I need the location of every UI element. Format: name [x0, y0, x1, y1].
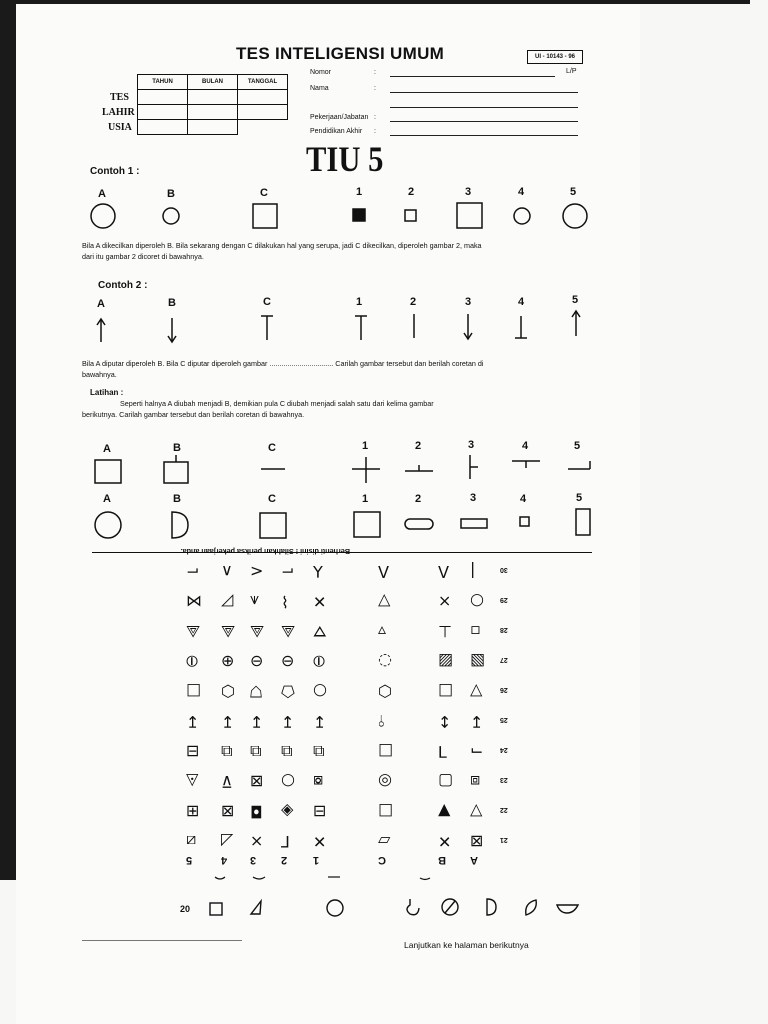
- label-tes: TES: [110, 92, 129, 103]
- choice-figure[interactable]: ◈: [281, 802, 294, 821]
- example-2-title: Contoh 2 :: [98, 280, 148, 291]
- choice-figure[interactable]: ↧: [221, 712, 235, 731]
- practice-row-2-figures: [0, 505, 768, 545]
- example-1-title: Contoh 1 :: [90, 166, 140, 177]
- stimulus-figure-b: ▢: [438, 772, 454, 791]
- nama-field[interactable]: [390, 92, 578, 93]
- swirl-figure: [407, 899, 419, 915]
- label-2: 2: [410, 296, 417, 308]
- choice-figure[interactable]: ⦶: [313, 652, 325, 671]
- circle-large-5: [563, 204, 587, 228]
- label-2: 2: [408, 186, 415, 198]
- choice-figure[interactable]: ✕: [313, 592, 327, 611]
- choice-figure[interactable]: ⌐: [281, 562, 295, 581]
- label-a: A: [103, 443, 111, 455]
- col-label-1: 1: [313, 854, 320, 866]
- rectangle-3: [461, 519, 487, 528]
- col-label-b: B: [438, 854, 446, 866]
- square-a: [95, 460, 121, 483]
- choice-figure[interactable]: ◸: [221, 592, 234, 611]
- choice-figure[interactable]: ⟁: [281, 622, 296, 641]
- arrow-up-a: [97, 319, 105, 342]
- example-2-figures: [0, 308, 768, 348]
- label-3: 3: [468, 439, 475, 451]
- tes-lahir-bulan[interactable]: [188, 90, 238, 105]
- label-a: A: [97, 298, 105, 310]
- row-20-figures: [0, 895, 768, 925]
- label-3: 3: [465, 296, 472, 308]
- form-code: UI - 10143 - 96: [527, 50, 583, 64]
- choice-figure[interactable]: ⊠: [221, 802, 235, 821]
- label-4: 4: [520, 493, 527, 505]
- cross-1: [352, 457, 380, 483]
- label-5: 5: [572, 294, 579, 306]
- birth-age-table: [137, 74, 288, 135]
- example-1-figures: [0, 200, 768, 240]
- t-shape-c: [261, 316, 273, 340]
- label-b: B: [173, 442, 181, 454]
- choice-figure[interactable]: ⟁: [186, 622, 201, 641]
- stimulus-figure-c: ⫯: [378, 712, 385, 731]
- practice-text: Seperti halnya A diubah menjadi B, demikian pula C diubah menjadi salah satu dari kelima gambar berikutnya. Carilah gambar tersebut dan berilah coretan di bawahnya.: [82, 399, 434, 419]
- row-19-partial: [0, 876, 768, 888]
- label-1: 1: [356, 296, 363, 308]
- row-number: 30: [500, 566, 508, 573]
- lahir-bulan[interactable]: [188, 105, 238, 120]
- choice-figure[interactable]: ⌐: [186, 562, 200, 581]
- choice-figure[interactable]: ⊽: [221, 772, 233, 791]
- choice-figure[interactable]: ⬠: [281, 682, 295, 701]
- choice-figure[interactable]: ⊞: [186, 802, 200, 821]
- circle-choice: [327, 900, 343, 916]
- colon: :: [374, 114, 376, 121]
- label-b: B: [173, 493, 181, 505]
- choice-figure[interactable]: <: [250, 562, 264, 581]
- label-1: 1: [362, 493, 369, 505]
- choice-figure[interactable]: ⩚: [250, 592, 260, 611]
- arrow-up-5: [572, 311, 580, 336]
- col-tanggal: TANGGAL: [238, 75, 288, 90]
- stimulus-figure-b: ⅂: [438, 742, 447, 761]
- circle-small-b: [163, 208, 179, 224]
- tall-rectangle-5: [576, 509, 590, 535]
- row-number: 22: [500, 806, 508, 813]
- choice-figure[interactable]: ○: [281, 772, 295, 791]
- stimulus-figure-b: ▨: [438, 652, 454, 671]
- small-square-4: [520, 517, 529, 526]
- continue-text: Lanjutkan ke halaman berikutnya: [404, 940, 529, 950]
- stimulus-figure-b: □: [438, 682, 454, 701]
- choice-figure[interactable]: ⟁: [221, 622, 236, 641]
- col-label-4: 4: [221, 854, 228, 866]
- row-number: 24: [500, 746, 508, 753]
- choice-figure[interactable]: Γ: [281, 832, 290, 851]
- label-5: 5: [574, 440, 581, 452]
- example-2-text: Bila A diputar diperoleh B. Bila C diputar diperoleh gambar ................................ Carilah gambar tersebut dan berilah coretan di bawahnya.: [82, 359, 484, 379]
- example-1-text: Bila A dikecilkan diperoleh B. Bila sekarang dengan C dilakukan hal yang serupa, jadi C dikecilkan, diperoleh gambar 2, maka dari itu gambar 2 dicoret di bawahnya.: [82, 241, 482, 261]
- choice-figure[interactable]: ⅄: [313, 562, 323, 581]
- row-number: 28: [500, 626, 508, 633]
- stimulus-figure-b: ▼: [438, 802, 451, 821]
- row-number: 21: [500, 836, 508, 843]
- vertical-tick-3: [470, 455, 478, 479]
- row-number: 29: [500, 596, 508, 603]
- square-c: [260, 513, 286, 538]
- tick-up-2: [405, 465, 433, 471]
- label-5: 5: [570, 186, 577, 198]
- choice-figure[interactable]: ⧄: [186, 832, 197, 851]
- choice-figure[interactable]: ⛉: [250, 682, 263, 701]
- choice-figure[interactable]: ⧉: [221, 742, 233, 761]
- lahir-tahun[interactable]: [138, 105, 188, 120]
- square-1: [354, 512, 380, 537]
- usia-bulan[interactable]: [188, 120, 238, 135]
- choice-figure[interactable]: ⊕: [221, 652, 235, 671]
- tes-lahir-tahun[interactable]: [138, 90, 188, 105]
- choice-figure[interactable]: ↧: [313, 712, 327, 731]
- row-number: 27: [500, 656, 508, 663]
- leaf-figure: [526, 900, 537, 915]
- label-1: 1: [362, 440, 369, 452]
- choice-figure[interactable]: ○: [313, 682, 327, 701]
- choice-figure[interactable]: ⬡: [221, 682, 235, 701]
- arrow-down-b: [168, 318, 176, 342]
- choice-figure[interactable]: ↧: [281, 712, 295, 731]
- choice-figure[interactable]: ⧉: [281, 742, 293, 761]
- colon: :: [374, 69, 376, 76]
- choice-figure[interactable]: ⊟: [186, 742, 200, 761]
- colon: :: [374, 85, 376, 92]
- choice-figure[interactable]: ⨯: [250, 832, 264, 851]
- stimulus-figure-a: ⊠: [470, 832, 484, 851]
- label-5: 5: [576, 492, 583, 504]
- label-3: 3: [470, 492, 477, 504]
- choice-figure[interactable]: ∧: [221, 562, 233, 581]
- stimulus-figure-a: |: [470, 562, 476, 581]
- stimulus-figure-c: ▱: [378, 832, 391, 851]
- square-filled-1: [353, 209, 365, 221]
- label-b: B: [168, 297, 176, 309]
- label-c: C: [268, 493, 276, 505]
- d-shape-figure: [487, 899, 496, 915]
- choice-figure[interactable]: ⦶: [186, 652, 198, 671]
- subtest-title: TIU 5: [306, 139, 384, 179]
- label-c: C: [260, 187, 268, 199]
- label-2: 2: [415, 440, 422, 452]
- choice-figure[interactable]: ⊟: [313, 802, 327, 821]
- choice-figure[interactable]: □: [186, 682, 202, 701]
- stimulus-figure-c: □: [378, 742, 394, 761]
- usia-tahun[interactable]: [138, 120, 188, 135]
- square-choice: [210, 903, 222, 915]
- label-3: 3: [465, 186, 472, 198]
- label-4: 4: [518, 186, 525, 198]
- inverted-t-4: [515, 316, 527, 338]
- stimulus-figure-a: ▧: [470, 652, 486, 671]
- label-1: 1: [356, 186, 363, 198]
- square-large-c: [253, 204, 277, 228]
- col-label-a: A: [470, 854, 478, 866]
- choice-figure[interactable]: ◘: [250, 802, 263, 821]
- stimulus-figure-a: ○: [470, 592, 484, 611]
- practice-title: Latihan :: [90, 388, 124, 397]
- stimulus-figure-b: ᐱ: [438, 562, 449, 581]
- choice-figure[interactable]: ⧇: [313, 772, 324, 791]
- square-tick-b: [164, 455, 188, 483]
- row-number: 26: [500, 686, 508, 693]
- stimulus-figure-c: ▽: [378, 592, 391, 611]
- t-shape-1: [355, 316, 367, 340]
- d-shape-b: [172, 512, 188, 538]
- corner-5: [568, 461, 590, 469]
- nomor-field[interactable]: [390, 76, 555, 77]
- choice-figure[interactable]: ⊖: [250, 652, 264, 671]
- choice-figure[interactable]: ⋈: [186, 592, 202, 611]
- stimulus-figure-a: ▽: [470, 802, 483, 821]
- square-small-2: [405, 210, 416, 221]
- triangle-choice: [251, 901, 261, 914]
- col-label-c: C: [378, 854, 386, 866]
- stimulus-figure-a: ▽: [470, 682, 483, 701]
- stimulus-figure-c: ⬡: [378, 682, 392, 701]
- row-number-20: 20: [180, 904, 191, 914]
- circle-slash-figure: [442, 899, 458, 915]
- nama-field-line-2[interactable]: [390, 107, 578, 108]
- label-4: 4: [518, 296, 525, 308]
- scan-border-left: [0, 0, 16, 880]
- half-ellipse-figure: [557, 905, 578, 913]
- practice-row-1-figures: [0, 455, 768, 485]
- label-2: 2: [415, 493, 422, 505]
- stimulus-figure-b: ⨯: [438, 592, 452, 611]
- label-usia: USIA: [108, 122, 132, 133]
- tick-down-4: [512, 461, 540, 468]
- col-label-2: 2: [281, 854, 288, 866]
- label-nama: Nama: [310, 85, 329, 92]
- circle-large-a: [91, 204, 115, 228]
- col-bulan: BULAN: [188, 75, 238, 90]
- label-c: C: [268, 442, 276, 454]
- stimulus-figure-a: ⧈: [470, 772, 481, 791]
- stop-line-text: Berhenti disini ! Silahkan periksa pekerjaan anda.: [180, 547, 350, 556]
- footer-divider: [82, 940, 242, 941]
- pendidikan-field[interactable]: [390, 135, 578, 136]
- choice-figure[interactable]: ⌇: [281, 592, 289, 611]
- colon: :: [374, 128, 376, 135]
- stimulus-figure-a: ¬: [470, 742, 484, 761]
- label-pendidikan: Pendidikan Akhir: [310, 128, 363, 135]
- choice-figure[interactable]: ↧: [250, 712, 264, 731]
- pekerjaan-field[interactable]: [390, 121, 578, 122]
- row-number: 23: [500, 776, 508, 783]
- choice-figure[interactable]: ✕: [313, 832, 327, 851]
- tes-lahir-tanggal[interactable]: [238, 90, 288, 105]
- label-a: A: [103, 493, 111, 505]
- page-title: TES INTELIGENSI UMUM: [236, 44, 445, 63]
- stimulus-figure-b: ✕: [438, 832, 452, 851]
- label-c: C: [263, 296, 271, 308]
- stimulus-figure-c: ◌: [378, 652, 392, 671]
- stimulus-figure-b: ⊥: [438, 622, 452, 641]
- label-a: A: [98, 188, 106, 200]
- col-tahun: TAHUN: [138, 75, 188, 90]
- stimulus-figure-c: ◎: [378, 772, 392, 791]
- stimulus-figure-b: ↕: [438, 712, 452, 731]
- choice-figure[interactable]: ⟁: [250, 622, 265, 641]
- label-gender: L/P: [566, 68, 577, 75]
- pill-2: [405, 519, 433, 529]
- square-large-3: [457, 203, 482, 228]
- label-b: B: [167, 188, 175, 200]
- label-lahir: LAHIR: [102, 107, 135, 118]
- choice-figure[interactable]: ⧉: [313, 742, 325, 761]
- lahir-tanggal[interactable]: [238, 105, 288, 120]
- stimulus-figure-c: ▿: [378, 622, 387, 641]
- label-pekerjaan: Pekerjaan/Jabatan: [310, 114, 369, 121]
- col-label-3: 3: [250, 854, 257, 866]
- choice-figure[interactable]: ◿: [221, 832, 234, 851]
- choice-figure[interactable]: ⛛: [313, 622, 327, 641]
- choice-figure[interactable]: ↧: [186, 712, 200, 731]
- choice-figure[interactable]: ◬: [186, 772, 199, 791]
- stimulus-figure-c: □: [378, 802, 394, 821]
- arrow-down-3: [464, 314, 472, 339]
- choice-figure[interactable]: ⊖: [281, 652, 295, 671]
- row-number: 25: [500, 716, 508, 723]
- col-label-5: 5: [186, 854, 193, 866]
- circle-small-4: [514, 208, 530, 224]
- choice-figure[interactable]: ⧉: [250, 742, 262, 761]
- stimulus-figure-a: ▫: [470, 622, 481, 641]
- circle-a: [95, 512, 121, 538]
- stimulus-figure-c: ᐱ: [378, 562, 389, 581]
- label-4: 4: [522, 440, 529, 452]
- choice-figure[interactable]: ⊠: [250, 772, 264, 791]
- label-nomor: Nomor: [310, 69, 332, 76]
- stimulus-figure-a: ↧: [470, 712, 484, 731]
